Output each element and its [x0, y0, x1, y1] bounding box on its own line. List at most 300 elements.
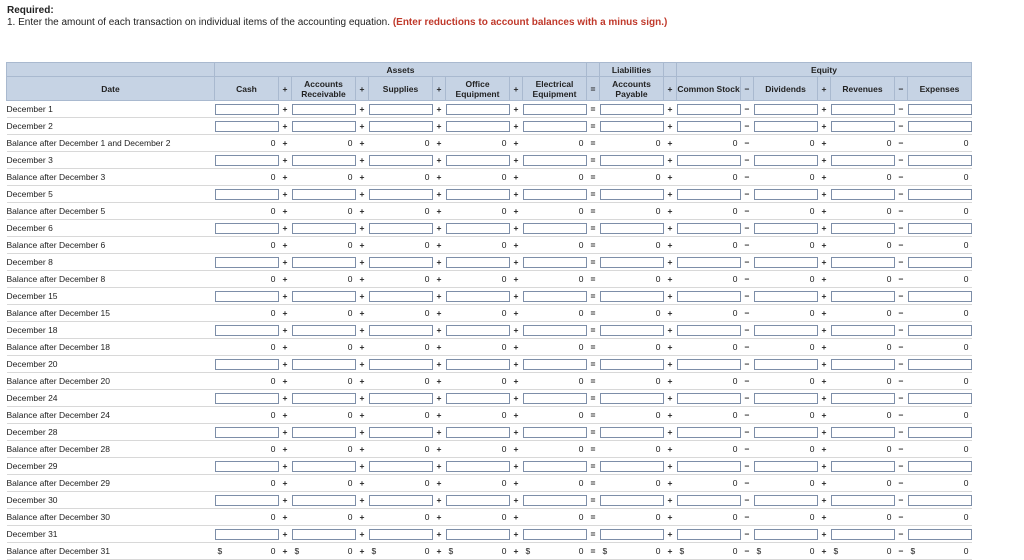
amount-field[interactable]: [600, 155, 664, 166]
amount-field[interactable]: [831, 427, 895, 438]
electrical-equipment-input: [523, 492, 587, 509]
amount-field[interactable]: [831, 495, 895, 506]
operator-sign: −: [898, 274, 904, 284]
balance-value: 0: [501, 512, 507, 522]
operator-sign: +: [282, 274, 288, 284]
column-header-expenses: Expenses: [908, 77, 972, 101]
amount-field[interactable]: [677, 189, 741, 200]
amount-field[interactable]: [369, 104, 433, 115]
dividends-balance: [754, 305, 818, 322]
amount-field[interactable]: [523, 359, 587, 370]
balance-value: 0: [655, 206, 661, 216]
operator-sign: +: [821, 546, 827, 556]
balance-value: 0: [424, 240, 430, 250]
operator-sign: +: [513, 325, 519, 335]
accounts-receivable-input: [292, 356, 356, 373]
amount-field[interactable]: [908, 427, 972, 438]
header-spacer: [7, 63, 215, 77]
amount-field[interactable]: [292, 529, 356, 540]
operator-sign: −: [898, 240, 904, 250]
balance-value: 0: [578, 274, 584, 284]
amount-field[interactable]: [523, 427, 587, 438]
operator-sign: +: [282, 121, 288, 131]
amount-field[interactable]: [523, 257, 587, 268]
operator-sign: =: [590, 376, 596, 386]
amount-field[interactable]: [446, 495, 510, 506]
amount-field[interactable]: [369, 529, 433, 540]
balance-value: 0: [270, 206, 276, 216]
operator-sign: +: [282, 444, 288, 454]
amount-field[interactable]: [908, 291, 972, 302]
amount-field[interactable]: [523, 104, 587, 115]
balance-value: 0: [655, 308, 661, 318]
amount-field[interactable]: [831, 155, 895, 166]
balance-value: 0: [886, 478, 892, 488]
electrical-equipment-input: [523, 254, 587, 271]
amount-field[interactable]: [754, 495, 818, 506]
amount-field[interactable]: [292, 121, 356, 132]
amount-field[interactable]: [215, 104, 279, 115]
office-equipment-input: [446, 424, 510, 441]
operator-sign: −: [898, 478, 904, 488]
electrical-equipment-balance: [523, 237, 587, 254]
operator-sign: +: [821, 223, 827, 233]
amount-field[interactable]: [677, 359, 741, 370]
currency-symbol: $: [679, 546, 685, 556]
column-header-supplies: Supplies: [369, 77, 433, 101]
accounts-receivable-input: [292, 152, 356, 169]
amount-field[interactable]: [831, 104, 895, 115]
amount-field[interactable]: [677, 291, 741, 302]
operator-sign: −: [744, 308, 750, 318]
electrical-equipment-balance: [523, 373, 587, 390]
operator-sign: +: [667, 461, 673, 471]
amount-field[interactable]: [292, 393, 356, 404]
amount-field[interactable]: [215, 359, 279, 370]
common-stock-balance: [677, 407, 741, 424]
operator-sign: −: [744, 512, 750, 522]
amount-field[interactable]: [908, 104, 972, 115]
amount-field[interactable]: [215, 121, 279, 132]
accounts-payable-input: [600, 288, 664, 305]
amount-field[interactable]: [908, 495, 972, 506]
accounts-receivable-input: [292, 526, 356, 543]
balance-value: 0: [424, 478, 430, 488]
amount-field[interactable]: [369, 325, 433, 336]
balance-value: 0: [809, 172, 815, 182]
amount-field[interactable]: [600, 427, 664, 438]
amount-field[interactable]: [908, 257, 972, 268]
balance-value: 0: [732, 274, 738, 284]
amount-field[interactable]: [523, 325, 587, 336]
amount-field[interactable]: [523, 189, 587, 200]
balance-value: 0: [270, 308, 276, 318]
amount-field[interactable]: [677, 461, 741, 472]
operator-sign: −: [898, 104, 904, 114]
amount-field[interactable]: [600, 223, 664, 234]
amount-field[interactable]: [754, 223, 818, 234]
amount-field[interactable]: [292, 189, 356, 200]
amount-field[interactable]: [754, 461, 818, 472]
amount-field[interactable]: [908, 529, 972, 540]
balance-value: 0: [732, 206, 738, 216]
operator-sign: +: [359, 121, 365, 131]
balance-value: 0: [578, 444, 584, 454]
balance-value: 0: [501, 274, 507, 284]
amount-field[interactable]: [446, 359, 510, 370]
balance-value: 0: [809, 444, 815, 454]
amount-field[interactable]: [600, 529, 664, 540]
amount-field[interactable]: [754, 155, 818, 166]
amount-field[interactable]: [369, 257, 433, 268]
office-equipment-input: [446, 492, 510, 509]
amount-field[interactable]: [446, 529, 510, 540]
operator-sign: +: [821, 172, 827, 182]
operator-sign: +: [436, 444, 442, 454]
amount-field[interactable]: [446, 155, 510, 166]
amount-field[interactable]: [446, 393, 510, 404]
amount-field[interactable]: [215, 495, 279, 506]
amount-field[interactable]: [446, 291, 510, 302]
operator-sign: −: [898, 529, 904, 539]
amount-field[interactable]: [215, 393, 279, 404]
amount-field[interactable]: [908, 155, 972, 166]
balance-value: 0: [655, 376, 661, 386]
amount-field[interactable]: [831, 529, 895, 540]
balance-value: 0: [270, 376, 276, 386]
amount-field[interactable]: [831, 257, 895, 268]
operator-sign: +: [282, 138, 288, 148]
amount-field[interactable]: [215, 189, 279, 200]
amount-field[interactable]: [831, 393, 895, 404]
amount-field[interactable]: [369, 461, 433, 472]
accounts-payable-balance: [600, 339, 664, 356]
revenues-balance: [831, 339, 895, 356]
accounts-receivable-input: [292, 390, 356, 407]
cash-balance: [215, 509, 279, 526]
amount-field[interactable]: [831, 325, 895, 336]
operator-sign: +: [282, 427, 288, 437]
cash-total: [215, 543, 279, 560]
amount-field[interactable]: [600, 104, 664, 115]
amount-field[interactable]: [446, 104, 510, 115]
accounting-equation-table: [6, 62, 972, 560]
amount-field[interactable]: [292, 325, 356, 336]
amount-field[interactable]: [369, 359, 433, 370]
operator-sign: −: [744, 257, 750, 267]
amount-field[interactable]: [677, 155, 741, 166]
amount-field[interactable]: [831, 291, 895, 302]
amount-field[interactable]: [908, 393, 972, 404]
amount-field[interactable]: [908, 325, 972, 336]
table-row: [7, 135, 972, 152]
amount-field[interactable]: [831, 223, 895, 234]
amount-field[interactable]: [523, 223, 587, 234]
operator-sign: −: [744, 172, 750, 182]
amount-field[interactable]: [215, 155, 279, 166]
amount-field[interactable]: [754, 121, 818, 132]
operator-sign: +: [513, 291, 519, 301]
common-stock-input: [677, 390, 741, 407]
total-value: 0: [732, 546, 738, 556]
balance-value: 0: [270, 444, 276, 454]
accounts-receivable-input: [292, 118, 356, 135]
electrical-equipment-balance: [523, 441, 587, 458]
amount-field[interactable]: [369, 393, 433, 404]
cash-input: [215, 152, 279, 169]
dividends-input: [754, 220, 818, 237]
amount-field[interactable]: [754, 291, 818, 302]
amount-field[interactable]: [523, 155, 587, 166]
accounts-payable-balance: [600, 407, 664, 424]
amount-field[interactable]: [600, 257, 664, 268]
amount-field[interactable]: [446, 223, 510, 234]
amount-field[interactable]: [292, 104, 356, 115]
balance-value: 0: [578, 512, 584, 522]
amount-field[interactable]: [446, 189, 510, 200]
amount-field[interactable]: [600, 121, 664, 132]
amount-field[interactable]: [600, 189, 664, 200]
amount-field[interactable]: [292, 461, 356, 472]
amount-field[interactable]: [600, 359, 664, 370]
operator-sign: +: [436, 376, 442, 386]
operator-sign: −: [744, 274, 750, 284]
dividends-input: [754, 322, 818, 339]
amount-field[interactable]: [292, 427, 356, 438]
operator-sign: +: [513, 138, 519, 148]
operator-sign: −: [744, 444, 750, 454]
balance-value: 0: [578, 206, 584, 216]
balance-value: 0: [578, 138, 584, 148]
cash-balance: [215, 339, 279, 356]
amount-field[interactable]: [754, 325, 818, 336]
amount-field[interactable]: [369, 495, 433, 506]
balance-value: 0: [655, 138, 661, 148]
amount-field[interactable]: [908, 359, 972, 370]
accounts-payable-balance: [600, 441, 664, 458]
amount-field[interactable]: [369, 121, 433, 132]
amount-field[interactable]: [677, 427, 741, 438]
operator-sign: +: [513, 359, 519, 369]
balance-value: 0: [578, 240, 584, 250]
table-row: [7, 186, 972, 203]
operator-sign: +: [513, 512, 519, 522]
operator-sign: +: [513, 529, 519, 539]
amount-field[interactable]: [754, 529, 818, 540]
amount-field[interactable]: [754, 189, 818, 200]
amount-field[interactable]: [523, 393, 587, 404]
amount-field[interactable]: [754, 359, 818, 370]
operator-sign: −: [744, 495, 750, 505]
operator-sign: =: [590, 240, 596, 250]
amount-field[interactable]: [677, 325, 741, 336]
amount-field[interactable]: [908, 223, 972, 234]
header-operator: −: [895, 77, 908, 101]
operator-sign: =: [590, 206, 596, 216]
amount-field[interactable]: [215, 223, 279, 234]
amount-field[interactable]: [292, 155, 356, 166]
amount-field[interactable]: [600, 393, 664, 404]
balance-value: 0: [501, 308, 507, 318]
amount-field[interactable]: [831, 359, 895, 370]
operator-sign: +: [667, 478, 673, 488]
amount-field[interactable]: [523, 461, 587, 472]
balance-value: 0: [655, 172, 661, 182]
operator-sign: +: [667, 291, 673, 301]
office-equipment-balance: [446, 271, 510, 288]
dividends-balance: [754, 509, 818, 526]
amount-field[interactable]: [677, 257, 741, 268]
amount-field[interactable]: [446, 257, 510, 268]
operator-sign: =: [590, 410, 596, 420]
operator-sign: +: [821, 308, 827, 318]
operator-sign: +: [821, 104, 827, 114]
amount-field[interactable]: [292, 257, 356, 268]
row-label: December 6: [6, 223, 53, 233]
amount-field[interactable]: [523, 291, 587, 302]
amount-field[interactable]: [446, 121, 510, 132]
amount-field[interactable]: [600, 495, 664, 506]
amount-field[interactable]: [292, 495, 356, 506]
amount-field[interactable]: [446, 325, 510, 336]
table-row: [7, 407, 972, 424]
amount-field[interactable]: [446, 427, 510, 438]
operator-sign: +: [821, 155, 827, 165]
amount-field[interactable]: [677, 104, 741, 115]
supplies-balance: [369, 237, 433, 254]
amount-field[interactable]: [369, 291, 433, 302]
expenses-input: [908, 288, 972, 305]
balance-value: 0: [578, 308, 584, 318]
amount-field[interactable]: [754, 427, 818, 438]
office-equipment-input: [446, 356, 510, 373]
operator-sign: −: [744, 410, 750, 420]
operator-sign: +: [667, 376, 673, 386]
amount-field[interactable]: [677, 495, 741, 506]
balance-value: 0: [347, 410, 353, 420]
operator-sign: +: [436, 274, 442, 284]
row-label: Balance after December 29: [6, 478, 110, 488]
amount-field[interactable]: [908, 189, 972, 200]
supplies-input: [369, 288, 433, 305]
amount-field[interactable]: [677, 529, 741, 540]
amount-field[interactable]: [292, 291, 356, 302]
electrical-equipment-input: [523, 152, 587, 169]
amount-field[interactable]: [523, 121, 587, 132]
amount-field[interactable]: [369, 189, 433, 200]
operator-sign: +: [282, 546, 288, 556]
amount-field[interactable]: [215, 291, 279, 302]
amount-field[interactable]: [523, 529, 587, 540]
operator-sign: +: [667, 546, 673, 556]
balance-value: 0: [963, 308, 969, 318]
column-header-revenues: Revenues: [831, 77, 895, 101]
row-label: Balance after December 6: [6, 240, 106, 250]
amount-field[interactable]: [523, 495, 587, 506]
accounts-payable-input: [600, 322, 664, 339]
amount-field[interactable]: [446, 461, 510, 472]
amount-field[interactable]: [677, 121, 741, 132]
operator-sign: +: [821, 138, 827, 148]
amount-field[interactable]: [831, 461, 895, 472]
amount-field[interactable]: [754, 393, 818, 404]
total-value: 0: [809, 546, 815, 556]
operator-sign: +: [667, 444, 673, 454]
balance-value: 0: [424, 376, 430, 386]
currency-symbol: $: [910, 546, 916, 556]
cash-balance: [215, 271, 279, 288]
table-row: [7, 220, 972, 237]
expenses-input: [908, 356, 972, 373]
accounts-payable-input: [600, 356, 664, 373]
amount-field[interactable]: [369, 427, 433, 438]
amount-field[interactable]: [292, 359, 356, 370]
required-heading: Required:: [7, 5, 54, 16]
common-stock-balance: [677, 169, 741, 186]
amount-field[interactable]: [754, 257, 818, 268]
electrical-equipment-input: [523, 288, 587, 305]
operator-sign: +: [667, 495, 673, 505]
dividends-input: [754, 152, 818, 169]
amount-field[interactable]: [600, 325, 664, 336]
operator-sign: −: [898, 427, 904, 437]
amount-field[interactable]: [831, 189, 895, 200]
balance-value: 0: [347, 308, 353, 318]
amount-field[interactable]: [831, 121, 895, 132]
electrical-equipment-input: [523, 390, 587, 407]
amount-field[interactable]: [754, 104, 818, 115]
expenses-input: [908, 101, 972, 118]
amount-field[interactable]: [215, 461, 279, 472]
balance-value: 0: [732, 172, 738, 182]
amount-field[interactable]: [215, 325, 279, 336]
amount-field[interactable]: [677, 393, 741, 404]
amount-field[interactable]: [215, 529, 279, 540]
total-value: 0: [886, 546, 892, 556]
operator-sign: +: [667, 172, 673, 182]
amount-field[interactable]: [908, 121, 972, 132]
amount-field[interactable]: [600, 461, 664, 472]
common-stock-input: [677, 356, 741, 373]
requirements-block: [7, 4, 707, 29]
amount-field[interactable]: [600, 291, 664, 302]
group-equity: Equity: [677, 63, 972, 77]
operator-sign: +: [513, 240, 519, 250]
balance-value: 0: [963, 274, 969, 284]
amount-field[interactable]: [292, 223, 356, 234]
accounts-payable-input: [600, 118, 664, 135]
operator-sign: +: [667, 257, 673, 267]
operator-sign: +: [282, 291, 288, 301]
amount-field[interactable]: [908, 461, 972, 472]
amount-field[interactable]: [215, 427, 279, 438]
accounts-payable-balance: [600, 271, 664, 288]
operator-sign: +: [821, 342, 827, 352]
amount-field[interactable]: [677, 223, 741, 234]
expenses-total: [908, 543, 972, 560]
supplies-input: [369, 101, 433, 118]
amount-field[interactable]: [215, 257, 279, 268]
balance-value: 0: [963, 342, 969, 352]
balance-value: 0: [270, 410, 276, 420]
amount-field[interactable]: [369, 223, 433, 234]
operator-sign: +: [821, 189, 827, 199]
balance-value: 0: [270, 138, 276, 148]
common-stock-balance: [677, 305, 741, 322]
operator-sign: +: [359, 478, 365, 488]
amount-field[interactable]: [369, 155, 433, 166]
row-label: Balance after December 24: [6, 410, 110, 420]
